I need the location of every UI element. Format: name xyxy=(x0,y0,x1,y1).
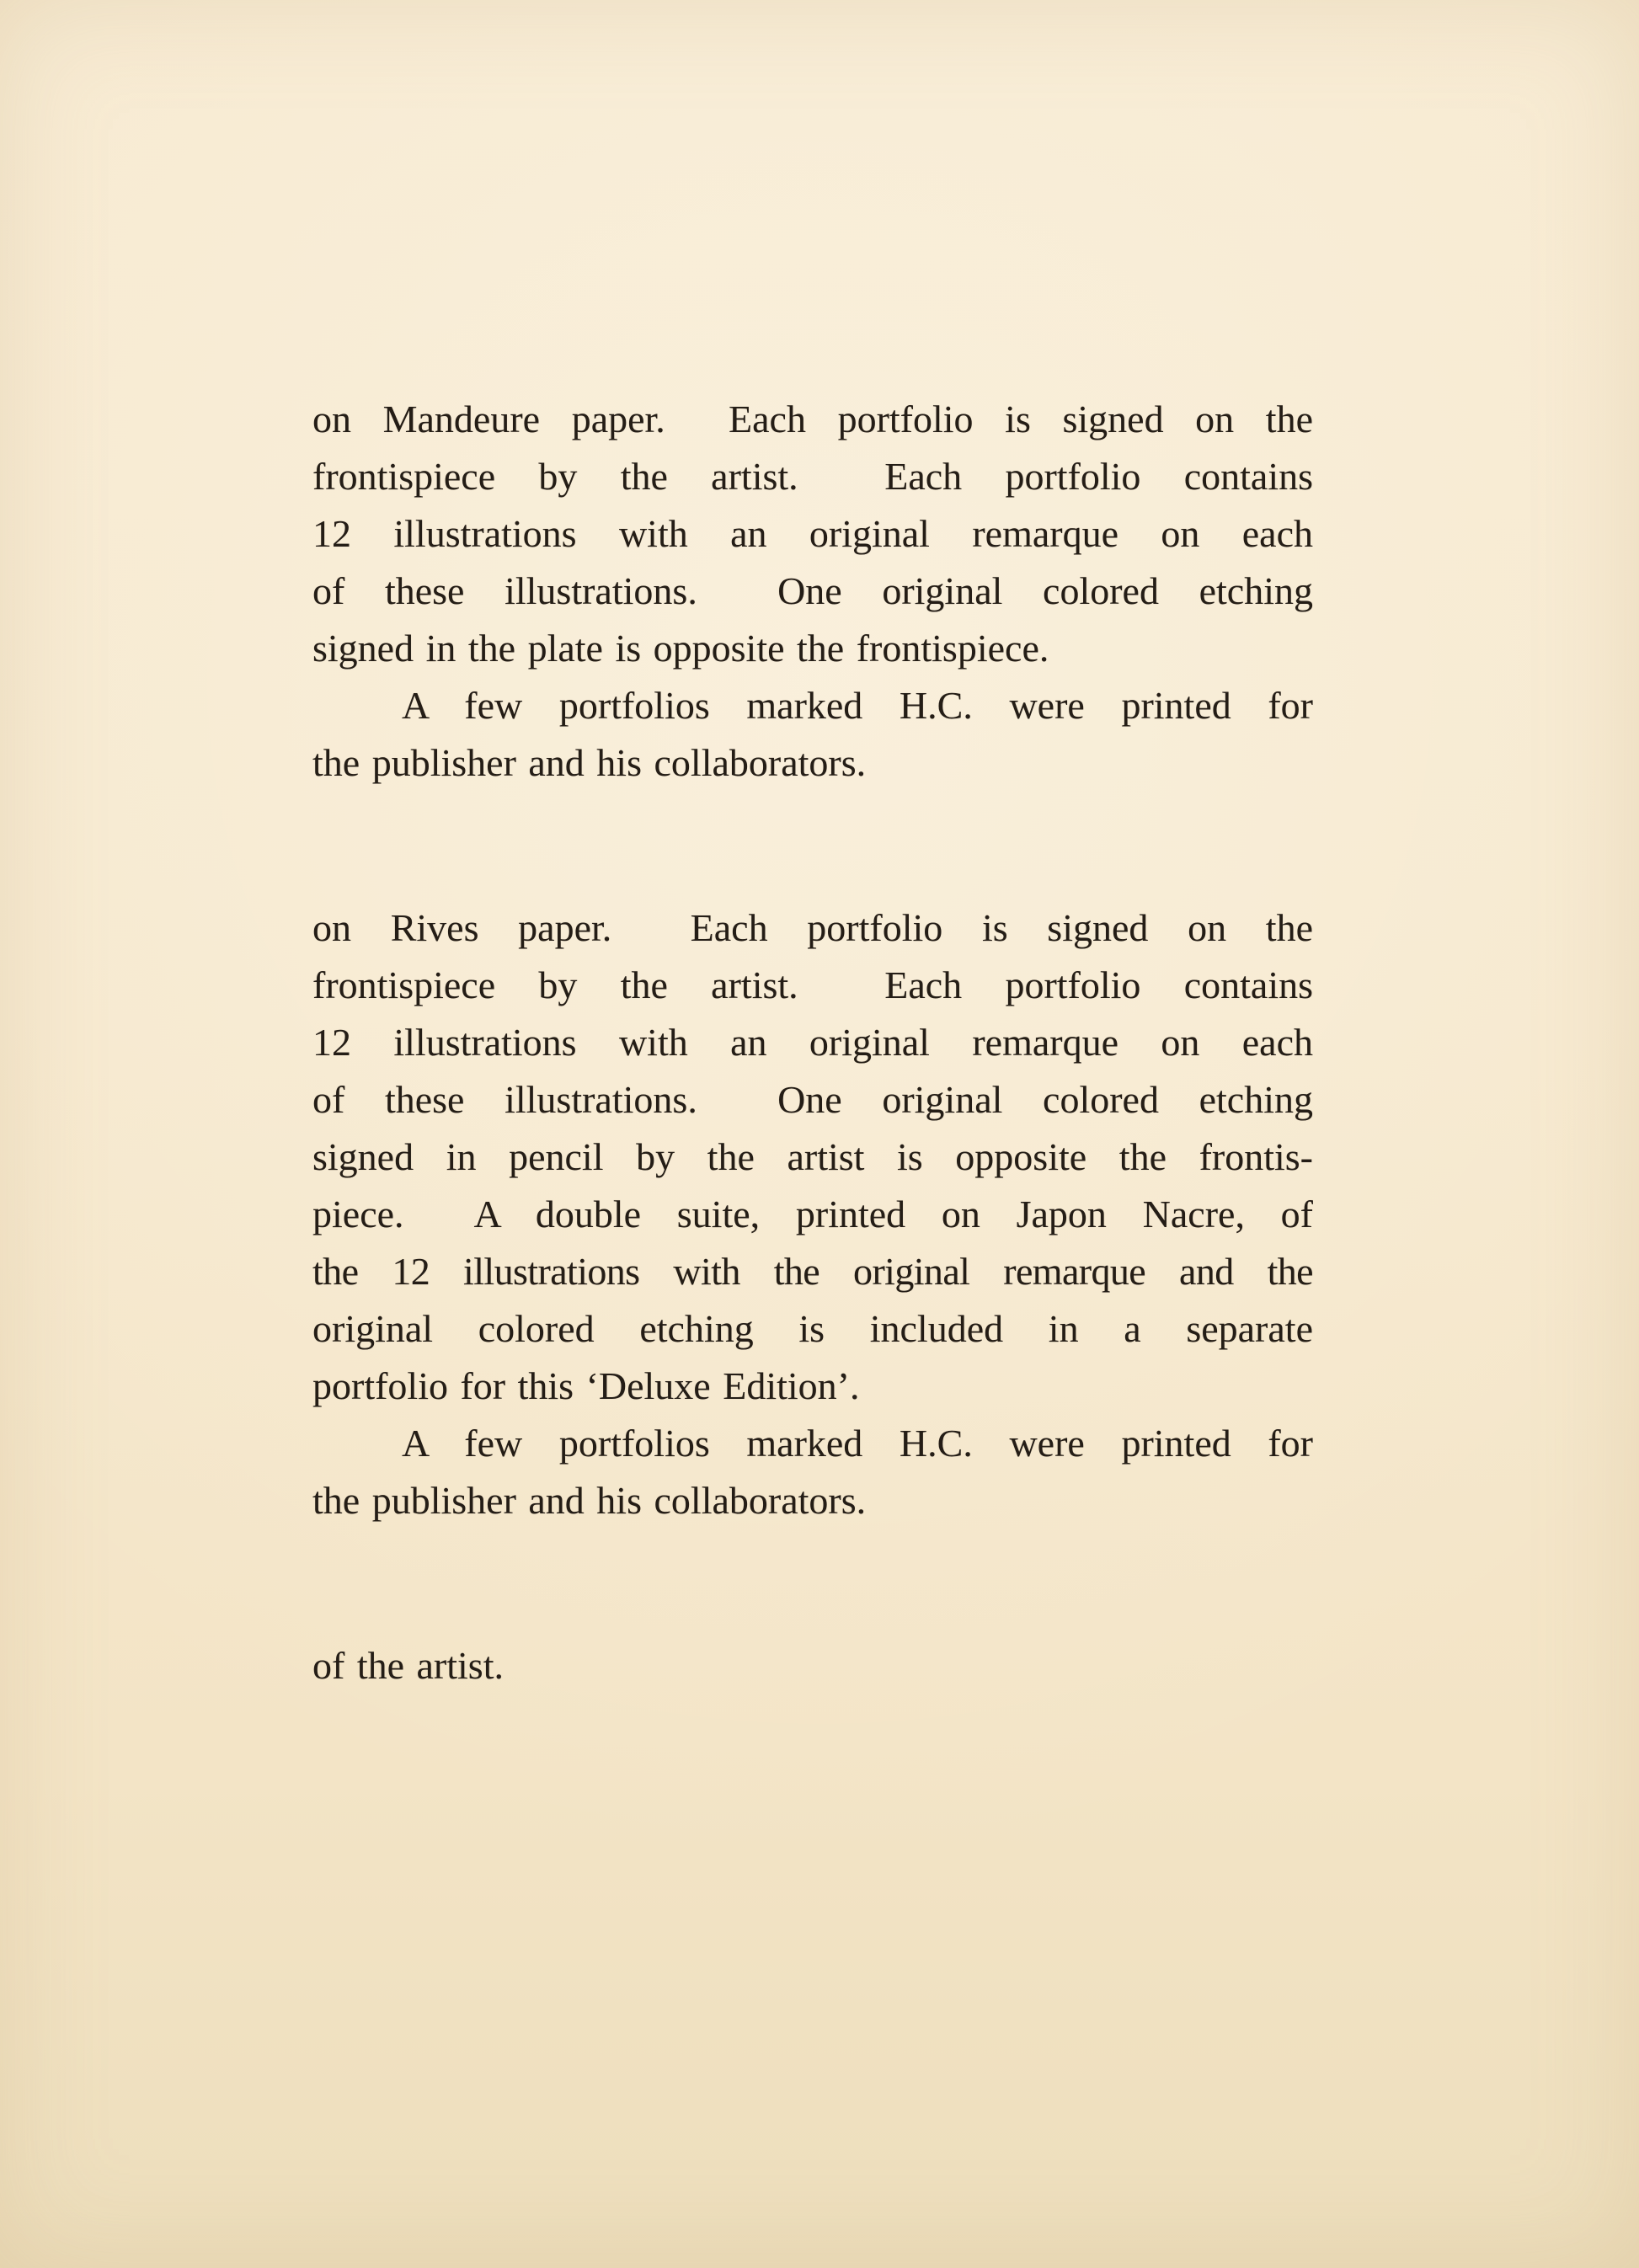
text-line: signed in the plate is opposite the frontispiece. xyxy=(312,627,1049,670)
text-line: A few portfolios marked H.C. were printed for xyxy=(402,1422,1313,1465)
text-line: original colored etching is included in a separate xyxy=(312,1307,1313,1350)
paragraph-3 xyxy=(312,1580,1313,1694)
text-line: on Mandeure paper. Each portfolio is signed on the xyxy=(312,398,1313,440)
paragraph-2 xyxy=(312,842,1313,1529)
text-line xyxy=(312,1580,1313,1637)
text-line: the publisher and his collaborators. xyxy=(312,1479,867,1522)
text-line: 12 illustrations with an original remarque on each xyxy=(312,512,1313,555)
text-line: of the artist. xyxy=(312,1644,504,1687)
fleuron-icon xyxy=(312,1580,346,1627)
text-line: 12 illustrations with an original remarque on each xyxy=(312,1021,1313,1064)
fleuron-icon xyxy=(312,334,346,381)
text-line xyxy=(312,842,1313,899)
fleuron-icon xyxy=(312,842,346,889)
text-line: A few portfolios marked H.C. were printed for xyxy=(402,684,1313,727)
text-line: of these illustrations. One original colored etching xyxy=(312,569,1313,612)
text-line: portfolio for this ‘Deluxe Edition’. xyxy=(312,1364,860,1407)
text-line: the 12 illustrations with the original remarque and the xyxy=(312,1250,1313,1293)
text-line: on Rives paper. Each portfolio is signed on the xyxy=(312,906,1313,949)
text-line: the publisher and his collaborators. xyxy=(312,741,867,784)
text-line: piece. A double suite, printed on Japon Nacre, of xyxy=(312,1193,1313,1235)
text-line: of these illustrations. One original colored etching xyxy=(312,1078,1313,1121)
text-line: frontispiece by the artist. Each portfolio contains xyxy=(312,455,1313,498)
text-line: frontispiece by the artist. Each portfolio contains xyxy=(312,963,1313,1006)
text-block xyxy=(312,334,1313,1745)
paragraph-1 xyxy=(312,334,1313,792)
text-line xyxy=(312,334,1313,391)
text-line: signed in pencil by the artist is opposite the frontis- xyxy=(312,1135,1313,1178)
